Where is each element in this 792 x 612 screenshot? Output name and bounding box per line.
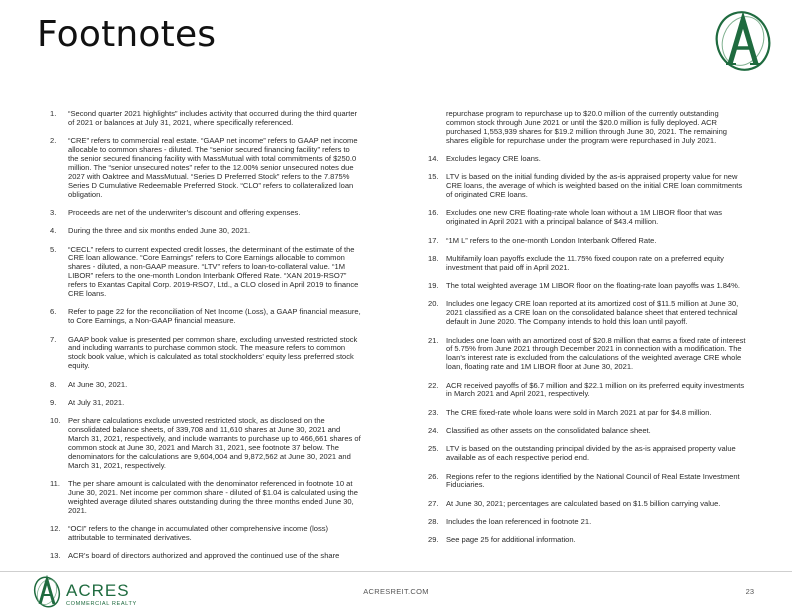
footnote-number: 27. xyxy=(428,498,439,508)
footer-divider xyxy=(0,571,792,572)
footnote-text: Excludes one new CRE floating-rate whole loan without a 1M LIBOR floor that was originated in April 2021 with a principal balance of $43.4 million. xyxy=(446,208,723,227)
footnote-item xyxy=(32,227,362,236)
footnote-item xyxy=(410,518,748,527)
footnote-number: 2. xyxy=(50,136,57,146)
footnote-text: At June 30, 2021. xyxy=(68,379,128,389)
footnote-number: 7. xyxy=(50,334,57,344)
footnote-number: 24. xyxy=(428,426,439,436)
footnote-item xyxy=(32,308,362,326)
footnote-number: 23. xyxy=(428,407,439,417)
footnote-item xyxy=(410,255,748,273)
footnote-item xyxy=(410,209,748,227)
footnote-text: Per share calculations exclude unvested restricted stock, as disclosed on the consolidated balance sheets, of 339,708 and 11,610 shares at June 30, 2021 and March 31, 2021, respectively, and include warrants to purchase up to 466,661 shares of common stock at June 30, 2021 and March 31, 2021, see footnote 37 below. The denominators for the calculations are 9,604,004 and 9,872,562 at June 30, 2021 and March 31, 2021, respectively. xyxy=(68,416,361,470)
footnote-item xyxy=(410,473,748,491)
footnote-text: At June 30, 2021; percentages are calculated based on $1.5 billion carrying value. xyxy=(446,498,721,508)
footnote-number: 9. xyxy=(50,397,57,407)
footnote-item xyxy=(32,137,362,199)
footnote-text: Includes the loan referenced in footnote 21. xyxy=(446,517,592,527)
footnote-number: 10. xyxy=(50,416,61,426)
footnote-text: The CRE fixed-rate whole loans were sold in March 2021 at par for $4.8 million. xyxy=(446,407,712,417)
footnote-text: The total weighted average 1M LIBOR floor on the floating-rate loan payoffs was 1.84%. xyxy=(446,281,740,291)
footnote-item xyxy=(410,155,748,164)
footnote-item xyxy=(410,427,748,436)
footer-url: ACRESREIT.COM xyxy=(363,587,429,596)
footnotes-left-column xyxy=(32,110,362,571)
footnote-item xyxy=(32,480,362,516)
footnote-item xyxy=(32,525,362,543)
footnote-text: During the three and six months ended June 30, 2021. xyxy=(68,226,251,236)
footnote-item xyxy=(32,552,362,561)
footnote-item xyxy=(410,445,748,463)
footnote-item xyxy=(410,500,748,509)
footnote-number: 1. xyxy=(50,109,57,118)
footnote-item xyxy=(32,336,362,372)
footnote-text: LTV is based on the initial funding divided by the as-is appraised property value for new CRE loans, the average of which is weighted based on the initial CRE loan commitments of originated CRE loans. xyxy=(446,172,743,200)
footnote-text: Includes one legacy CRE loan reported at its amortized cost of $11.5 million at June 30, 2021 classified as a CRE loan on the consolidated balance sheet that entered technical default in June 2020. The Company intends to hold this loan until payoff. xyxy=(446,299,739,327)
footnote-number: 19. xyxy=(428,281,439,291)
footnote-item xyxy=(32,209,362,218)
footnote-number: 12. xyxy=(50,524,61,534)
footnote-number: 6. xyxy=(50,307,57,317)
footnote-text: The per share amount is calculated with the denominator referenced in footnote 10 at June 30, 2021. Net income per common share - diluted of $1.04 is calculated using the weighted average diluted shares outstanding during the three months ended June 30, 2021. xyxy=(68,479,358,515)
footnote-item xyxy=(410,237,748,246)
footnote-item xyxy=(410,300,748,327)
footnote-text: See page 25 for additional information. xyxy=(446,535,576,545)
footnote-text: “Second quarter 2021 highlights” includes activity that occurred during the third quarter of 2021 or balances at July 31, 2021, where specifically referenced. xyxy=(68,109,358,127)
footnote-number: 17. xyxy=(428,235,439,245)
footnote-number: 5. xyxy=(50,244,57,254)
footnote-text: Refer to page 22 for the reconciliation of Net Income (Loss), a GAAP financial measure, to Core Earnings, a Non-GAAP financial measure. xyxy=(68,307,361,326)
footnote-number: 25. xyxy=(428,444,439,454)
brand-tagline: COMMERCIAL REALTY xyxy=(66,601,137,607)
footnote-item xyxy=(32,399,362,408)
footnote-item xyxy=(410,173,748,200)
page-title: Footnotes xyxy=(37,14,217,55)
footnote-text: “1M L” refers to the one-month London Interbank Offered Rate. xyxy=(446,235,657,245)
footnote-number: 13. xyxy=(50,551,61,561)
footnote-item xyxy=(410,409,748,418)
footnote-item xyxy=(410,536,748,545)
footnote-number: 14. xyxy=(428,154,439,164)
footnote-item xyxy=(410,337,748,373)
footnote-item xyxy=(32,110,362,128)
footnote-number: 21. xyxy=(428,335,439,345)
footnote-item xyxy=(32,381,362,390)
footnote-item xyxy=(32,417,362,470)
footnote-text: ACR received payoffs of $6.7 million and $22.1 million on its preferred equity investments in March 2021 and April 2021, respectively. xyxy=(446,380,745,399)
footnote-number: 3. xyxy=(50,207,57,217)
footnote-item xyxy=(32,246,362,299)
footnote-text: Proceeds are net of the underwriter’s discount and offering expenses. xyxy=(68,207,301,217)
footnote-number: 11. xyxy=(50,479,60,488)
page-number: 23 xyxy=(745,587,754,596)
footnote-text: “CECL” refers to current expected credit losses, the determinant of the estimate of the CRE loan allowance. “Core Earnings” refers to Core Earnings allocable to common shares - diluted, a non-GAAP measure. “LTV” refers to loan-to-collateral value. “1M LIBOR” refers to the one-month London Interbank Offered Rate. “XAN 2019-RSO7” refers to Exantas Capital Corp. 2019-RSO7, Ltd., a CLO closed in April 2019 to finance CRE loans. xyxy=(68,244,359,299)
brand-name: ACRES xyxy=(66,581,130,600)
footnote-number: 29. xyxy=(428,535,439,545)
footnote-text: Excludes legacy CRE loans. xyxy=(446,154,541,164)
footnote-text: At July 31, 2021. xyxy=(68,397,125,407)
footnote-item xyxy=(410,282,748,291)
footnote-text: ACR’s board of directors authorized and approved the continued use of the share xyxy=(68,551,340,561)
acres-emblem-logo xyxy=(708,8,778,74)
footnote-number: 26. xyxy=(428,471,439,481)
footnotes-right-column xyxy=(410,110,748,555)
footnote-13-continued: repurchase program to repurchase up to $20.0 million of the currently outstanding common stock through June 2021 or until the $20.0 million is fully deployed. ACR purchased 1,553,939 shares for $19.2 million through June 30, 2021. The remaining shares eligible for repurchase under the program were repurchased in July 2021. xyxy=(446,109,727,145)
footnote-text: LTV is based on the outstanding principal divided by the as-is appraised property value available as of each respective period end. xyxy=(446,444,736,463)
footnote-number: 20. xyxy=(428,299,439,309)
footnote-number: 18. xyxy=(428,253,439,263)
footnote-item xyxy=(410,382,748,400)
footnote-text: GAAP book value is presented per common share, excluding unvested restricted stock and including warrants to purchase common stock. The measure refers to common stock book value, which is calculated as total stockholders’ equity less preferred stock equity. xyxy=(68,334,358,371)
footnote-text: Multifamily loan payoffs exclude the 11.75% fixed coupon rate on a preferred equity investment that paid off in April 2021. xyxy=(446,253,724,272)
footnote-number: 22. xyxy=(428,380,439,390)
footnote-number: 15. xyxy=(428,172,439,182)
footnote-number: 8. xyxy=(50,379,57,389)
footnote-number: 4. xyxy=(50,226,57,236)
footnote-number: 28. xyxy=(428,517,439,527)
footnote-number: 16. xyxy=(428,208,439,218)
footnote-text: “CRE” refers to commercial real estate. “GAAP net income” refers to GAAP net income allocable to common shares - diluted. The “senior secured financing facility” refers to the senior secured financing facility with MassMutual with total commitments of $250.0 million. The “senior unsecured notes” refer to the 12.00% senior unsecured notes due 2027 with Oaktree and MassMutual. “Series D Preferred Stock” refers to the 7.875% Series D Cumulative Redeemable Preferred Stock. “CLO” refers to collateralized loan obligation. xyxy=(68,136,358,199)
footnote-text: Regions refer to the regions identified by the National Council of Real Estate Investment Fiduciaries. xyxy=(446,471,740,490)
footnote-text: Includes one loan with an amortized cost of $20.8 million that earns a fixed rate of interest of 5.75% from June 2021 through December 2021 in connection with a modification. The loan’s interest rate is excluded from the calculations of the weighted average CRE whole loan, floating rate and 1M LIBOR floor at June 30, 2021. xyxy=(446,335,746,372)
footnote-text: “OCI” refers to the change in accumulated other comprehensive income (loss) attributable to terminated derivatives. xyxy=(68,524,329,542)
footnote-text: Classified as other assets on the consolidated balance sheet. xyxy=(446,426,651,436)
